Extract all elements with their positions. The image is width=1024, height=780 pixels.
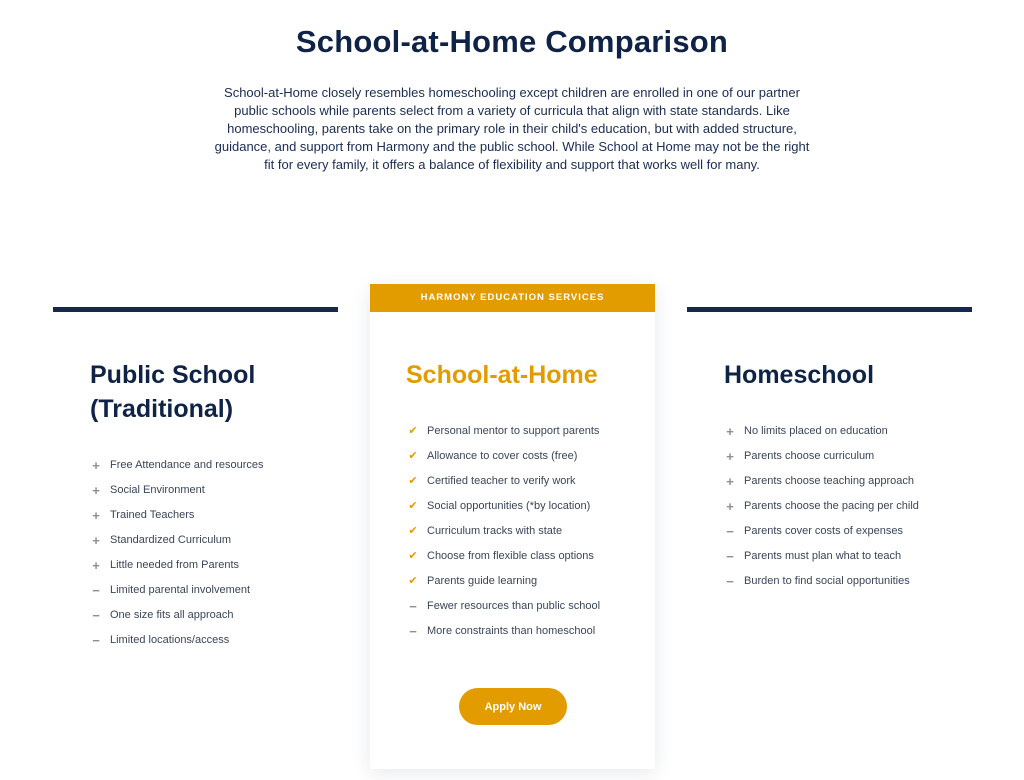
feature-item bbox=[724, 419, 919, 444]
feature-item bbox=[724, 494, 919, 519]
apply-now-button[interactable]: Apply Now bbox=[459, 688, 567, 725]
feature-text: Allowance to cover costs (free) bbox=[427, 450, 578, 462]
minus-icon: − bbox=[92, 583, 100, 598]
feature-item bbox=[90, 478, 263, 503]
feature-item bbox=[724, 519, 919, 544]
check-icon: ✔ bbox=[408, 525, 418, 537]
homeschool-feature-list bbox=[724, 419, 919, 594]
feature-text: Parents choose the pacing per child bbox=[744, 500, 919, 512]
check-icon: ✔ bbox=[408, 575, 418, 587]
feature-text: Little needed from Parents bbox=[110, 559, 240, 571]
feature-text: Fewer resources than public school bbox=[427, 600, 601, 612]
homeschool-top-bar bbox=[687, 307, 972, 312]
feature-item bbox=[724, 544, 919, 569]
feature-text: One size fits all approach bbox=[110, 609, 234, 621]
feature-text: Trained Teachers bbox=[110, 509, 195, 521]
feature-text: Limited locations/access bbox=[110, 634, 230, 646]
public-school-heading: Public School (Traditional) bbox=[90, 361, 256, 423]
minus-icon: − bbox=[92, 633, 100, 648]
feature-item bbox=[90, 628, 263, 653]
plus-icon: + bbox=[92, 508, 100, 523]
feature-text: Free Attendance and resources bbox=[110, 459, 264, 471]
page-title: School-at-Home Comparison bbox=[295, 24, 729, 59]
plus-icon: + bbox=[92, 483, 100, 498]
plus-icon: + bbox=[726, 499, 734, 514]
check-icon: ✔ bbox=[408, 550, 418, 562]
feature-item bbox=[407, 569, 600, 594]
feature-item bbox=[724, 444, 919, 469]
homeschool-heading: Homeschool bbox=[724, 361, 875, 389]
feature-item bbox=[90, 603, 263, 628]
feature-item bbox=[407, 544, 600, 569]
feature-item bbox=[407, 494, 600, 519]
harmony-banner: HARMONY EDUCATION SERVICES bbox=[370, 284, 655, 312]
feature-item bbox=[407, 419, 600, 444]
feature-item bbox=[407, 594, 600, 619]
feature-text: Parents guide learning bbox=[427, 575, 538, 587]
feature-item bbox=[724, 469, 919, 494]
school-at-home-feature-list bbox=[407, 419, 600, 644]
public-school-top-bar bbox=[53, 307, 338, 312]
feature-text: Choose from flexible class options bbox=[427, 550, 594, 562]
feature-text: Parents choose teaching approach bbox=[744, 475, 915, 487]
minus-icon: − bbox=[726, 549, 734, 564]
feature-text: Parents must plan what to teach bbox=[744, 550, 902, 562]
intro-paragraph: School-at-Home closely resembles homeschooling except children are enrolled in one of our partner public schools while parents select from a variety of curricula that align with state standards. Like homeschooling, parents take on the primary role in their child's education, but with added structure, guidance, and support from Harmony and the public school. While School at Home may not be the right fit for every family, it offers a balance of flexibility and support that works well for many. bbox=[214, 85, 810, 172]
school-at-home-heading: School-at-Home bbox=[406, 361, 598, 389]
feature-item bbox=[724, 569, 919, 594]
feature-text: Social opportunities (*by location) bbox=[427, 500, 591, 512]
feature-text: Parents cover costs of expenses bbox=[744, 525, 903, 537]
feature-text: No limits placed on education bbox=[744, 425, 888, 437]
feature-text: Limited parental involvement bbox=[110, 584, 251, 596]
plus-icon: + bbox=[726, 449, 734, 464]
plus-icon: + bbox=[92, 533, 100, 548]
minus-icon: − bbox=[409, 624, 417, 639]
feature-text: Curriculum tracks with state bbox=[427, 525, 563, 537]
feature-item bbox=[407, 619, 600, 644]
check-icon: ✔ bbox=[408, 425, 418, 437]
minus-icon: − bbox=[726, 524, 734, 539]
feature-text: Parents choose curriculum bbox=[744, 450, 875, 462]
plus-icon: + bbox=[92, 458, 100, 473]
check-icon: ✔ bbox=[408, 475, 418, 487]
plus-icon: + bbox=[726, 424, 734, 439]
feature-item bbox=[90, 578, 263, 603]
feature-text: Standardized Curriculum bbox=[110, 534, 232, 546]
feature-item bbox=[90, 528, 263, 553]
feature-text: Burden to find social opportunities bbox=[744, 575, 910, 587]
feature-item bbox=[90, 553, 263, 578]
plus-icon: + bbox=[726, 474, 734, 489]
feature-item bbox=[407, 469, 600, 494]
check-icon: ✔ bbox=[408, 500, 418, 512]
feature-text: Certified teacher to verify work bbox=[427, 475, 576, 487]
feature-item bbox=[90, 503, 263, 528]
feature-item bbox=[407, 519, 600, 544]
feature-item bbox=[407, 444, 600, 469]
plus-icon: + bbox=[92, 558, 100, 573]
feature-text: More constraints than homeschool bbox=[427, 625, 596, 637]
feature-text: Personal mentor to support parents bbox=[427, 425, 600, 437]
minus-icon: − bbox=[92, 608, 100, 623]
public-school-feature-list bbox=[90, 453, 263, 653]
feature-item bbox=[90, 453, 263, 478]
feature-text: Social Environment bbox=[110, 484, 205, 496]
minus-icon: − bbox=[409, 599, 417, 614]
minus-icon: − bbox=[726, 574, 734, 589]
check-icon: ✔ bbox=[408, 450, 418, 462]
